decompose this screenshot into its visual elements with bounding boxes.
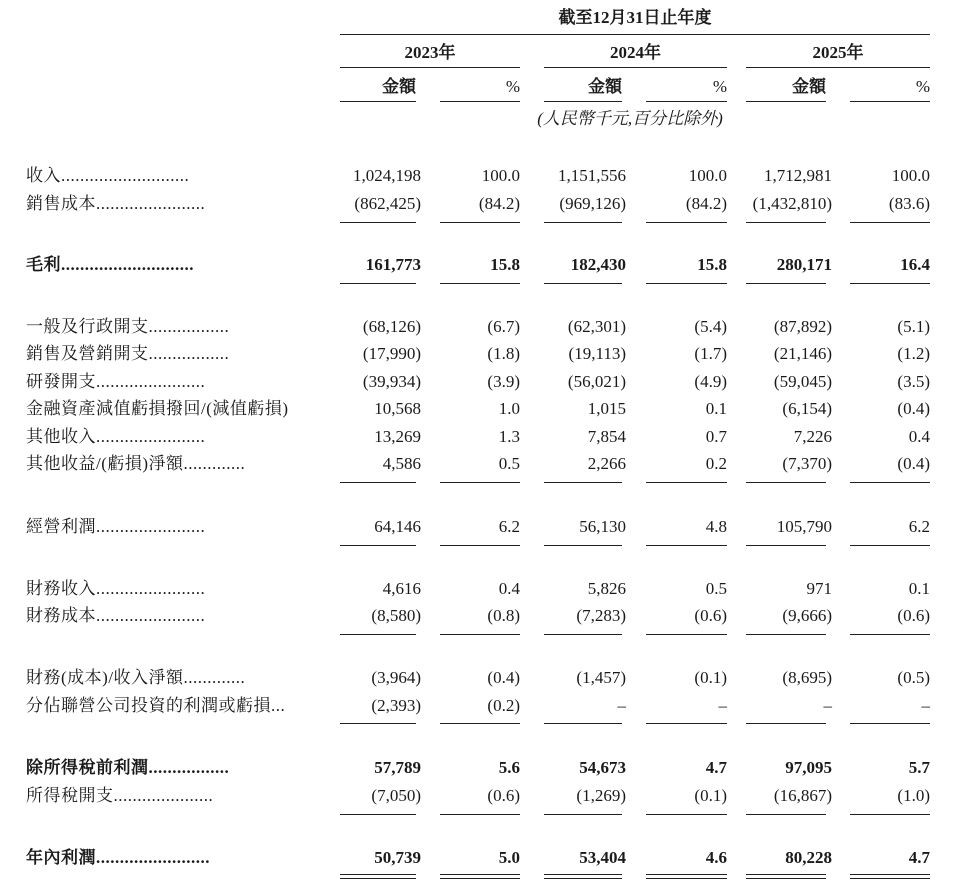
table-cell: 182,430 — [570, 255, 626, 274]
table-cell: (1,269) — [576, 786, 626, 805]
subtotal-rule — [440, 634, 520, 635]
amount-header-2024: 金額 — [588, 77, 622, 96]
total-double-rule — [440, 874, 520, 879]
table-cell: (1.7) — [694, 344, 727, 363]
row-label-dots: ........................ — [96, 848, 210, 867]
subtotal-rule — [646, 222, 727, 223]
table-cell: (1.0) — [897, 786, 930, 805]
row-label — [26, 373, 205, 390]
table-cell: (1,432,810) — [752, 194, 832, 213]
table-cell: 13,269 — [374, 427, 421, 446]
subtotal-rule — [850, 482, 930, 483]
subtotal-rule — [340, 634, 416, 635]
table-cell: 0.5 — [498, 454, 520, 473]
table-cell: (862,425) — [354, 194, 421, 213]
table-cell: (1,457) — [576, 668, 626, 687]
subtotal-rule — [746, 814, 826, 815]
amount-header-2023: 金額 — [382, 77, 416, 96]
table-cell: (0.4) — [897, 454, 930, 473]
table-cell: (3.9) — [487, 372, 520, 391]
row-label-dots: ....................... — [96, 606, 206, 625]
col-underline — [544, 101, 622, 102]
year-2024-underline — [544, 67, 727, 68]
table-cell: 15.8 — [697, 255, 727, 274]
row-label-dots: ....................... — [96, 517, 206, 536]
row-label-dots: ..................... — [113, 786, 214, 805]
subtotal-rule — [850, 634, 930, 635]
row-label-dots: ................. — [148, 758, 230, 777]
table-cell: 97,095 — [785, 758, 832, 777]
table-cell: 0.4 — [498, 579, 520, 598]
table-cell: 280,171 — [776, 255, 832, 274]
row-label — [26, 787, 213, 804]
table-cell: 10,568 — [374, 399, 421, 418]
year-2025: 2025年 — [812, 43, 864, 62]
table-cell: 971 — [806, 579, 832, 598]
row-label-text: 銷售成本 — [26, 194, 96, 213]
table-cell: (0.6) — [487, 786, 520, 805]
subtotal-rule — [340, 482, 416, 483]
row-label — [26, 759, 229, 776]
table-cell: (59,045) — [773, 372, 832, 391]
table-cell: 105,790 — [776, 517, 832, 536]
row-label-text: 金融資產減值虧損撥回/(減值虧損) — [26, 399, 289, 418]
subtotal-rule — [646, 723, 727, 724]
table-cell: 0.4 — [908, 427, 930, 446]
subtotal-rule — [850, 222, 930, 223]
subtotal-rule — [440, 482, 520, 483]
table-cell: – — [718, 696, 727, 715]
row-label-dots: ............. — [183, 668, 246, 687]
subtotal-rule — [746, 283, 826, 284]
row-label-text: 毛利 — [26, 255, 61, 274]
row-label-dots: ............................ — [61, 255, 194, 274]
table-cell: (39,934) — [362, 372, 421, 391]
row-label-dots: ............. — [183, 454, 246, 473]
table-cell: (19,113) — [568, 344, 626, 363]
table-cell: (2,393) — [371, 696, 421, 715]
table-cell: (7,050) — [371, 786, 421, 805]
table-cell: (969,126) — [559, 194, 626, 213]
total-double-rule — [340, 874, 416, 879]
row-label — [26, 607, 205, 624]
table-cell: (8,695) — [782, 668, 832, 687]
table-cell: – — [921, 696, 930, 715]
col-underline — [850, 101, 930, 102]
table-cell: (84.2) — [685, 194, 727, 213]
col-underline — [746, 101, 826, 102]
row-label-dots: ....................... — [96, 372, 206, 391]
row-label — [26, 580, 205, 597]
table-cell: (5.4) — [694, 317, 727, 336]
subtotal-rule — [850, 545, 930, 546]
table-cell: 5.0 — [498, 848, 520, 867]
subtotal-rule — [440, 814, 520, 815]
row-label-text: 財務成本 — [26, 606, 96, 625]
table-cell: 80,228 — [785, 848, 832, 867]
table-cell: (0.1) — [694, 786, 727, 805]
table-cell: (0.6) — [897, 606, 930, 625]
row-label-text: 所得稅開支 — [26, 786, 114, 805]
table-cell: 1,712,981 — [764, 166, 832, 185]
row-label — [26, 455, 245, 472]
subtotal-rule — [340, 545, 416, 546]
subtotal-rule — [850, 283, 930, 284]
table-cell: 5.7 — [908, 758, 930, 777]
table-cell: (56,021) — [567, 372, 626, 391]
table-cell: 54,673 — [579, 758, 626, 777]
table-cell: 0.2 — [705, 454, 727, 473]
percent-header-2024: % — [712, 77, 727, 96]
table-cell: 16.4 — [900, 255, 930, 274]
subtotal-rule — [340, 814, 416, 815]
col-underline — [340, 101, 416, 102]
subtotal-rule — [646, 545, 727, 546]
table-cell: (62,301) — [567, 317, 626, 336]
subtotal-rule — [544, 482, 622, 483]
total-double-rule — [646, 874, 727, 879]
table-cell: 0.1 — [908, 579, 930, 598]
table-cell: (3.5) — [897, 372, 930, 391]
subtotal-rule — [340, 283, 416, 284]
table-cell: (6,154) — [782, 399, 832, 418]
percent-header-2025: % — [915, 77, 930, 96]
table-cell: (3,964) — [371, 668, 421, 687]
subtotal-rule — [850, 723, 930, 724]
subtotal-rule — [544, 283, 622, 284]
table-cell: (8,580) — [371, 606, 421, 625]
total-double-rule — [850, 874, 930, 879]
table-cell: 64,146 — [374, 517, 421, 536]
subtotal-rule — [850, 814, 930, 815]
table-cell: 57,789 — [374, 758, 421, 777]
subtotal-rule — [544, 814, 622, 815]
table-cell: 161,773 — [365, 255, 421, 274]
year-2023-underline — [340, 67, 520, 68]
subtotal-rule — [440, 723, 520, 724]
table-cell: 1,024,198 — [353, 166, 421, 185]
table-cell: 7,854 — [587, 427, 626, 446]
subtotal-rule — [440, 283, 520, 284]
subtotal-rule — [746, 723, 826, 724]
period-header: 截至12月31日止年度 — [558, 8, 712, 27]
table-cell: 4,586 — [382, 454, 421, 473]
table-cell: (0.2) — [487, 696, 520, 715]
subtotal-rule — [646, 814, 727, 815]
table-cell: 0.1 — [705, 399, 727, 418]
table-cell: 2,266 — [587, 454, 626, 473]
subtotal-rule — [340, 222, 416, 223]
row-label — [26, 400, 289, 417]
row-label-text: 收入 — [26, 166, 61, 185]
table-cell: (1.8) — [487, 344, 520, 363]
subtotal-rule — [440, 545, 520, 546]
table-cell: 7,226 — [793, 427, 832, 446]
percent-header-2023: % — [505, 77, 520, 96]
year-2023: 2023年 — [404, 43, 456, 62]
amount-header-2025: 金額 — [792, 77, 826, 96]
table-cell: (17,990) — [362, 344, 421, 363]
row-label-text: 研發開支 — [26, 372, 96, 391]
row-label-text: 一般及行政開支 — [26, 317, 149, 336]
row-label — [26, 345, 229, 362]
table-cell: (0.4) — [897, 399, 930, 418]
table-cell: 4.7 — [705, 758, 727, 777]
row-label-dots: ....................... — [96, 194, 206, 213]
row-label-text: 年內利潤 — [26, 848, 96, 867]
row-label-text: 經營利潤 — [26, 517, 96, 536]
table-cell: (0.8) — [487, 606, 520, 625]
table-cell: (7,370) — [782, 454, 832, 473]
row-label-text: 財務收入 — [26, 579, 96, 598]
row-label-text: 其他收入 — [26, 427, 96, 446]
col-underline — [440, 101, 520, 102]
table-cell: 4.7 — [908, 848, 930, 867]
period-underline — [340, 34, 930, 35]
subtotal-rule — [646, 634, 727, 635]
row-label-text: 其他收益/(虧損)淨額 — [26, 454, 184, 473]
col-underline — [646, 101, 727, 102]
table-cell: 6.2 — [498, 517, 520, 536]
year-2024: 2024年 — [610, 43, 661, 62]
subtotal-rule — [746, 634, 826, 635]
table-cell: 100.0 — [481, 166, 520, 185]
table-cell: 0.7 — [705, 427, 727, 446]
subtotal-rule — [746, 222, 826, 223]
year-2025-underline — [746, 67, 930, 68]
table-cell: 1.0 — [498, 399, 520, 418]
table-cell: 56,130 — [579, 517, 626, 536]
table-cell: (5.1) — [897, 317, 930, 336]
subtotal-rule — [440, 222, 520, 223]
table-cell: 15.8 — [490, 255, 520, 274]
table-cell: 53,404 — [579, 848, 626, 867]
table-cell: (68,126) — [362, 317, 421, 336]
row-label — [26, 697, 285, 714]
table-cell: 6.2 — [908, 517, 930, 536]
subtotal-rule — [746, 545, 826, 546]
row-label-dots: ... — [271, 696, 286, 715]
row-label — [26, 849, 210, 866]
table-cell: 5.6 — [498, 758, 520, 777]
unit-note: (人民幣千元,百分比除外) — [537, 109, 723, 128]
table-cell: (84.2) — [478, 194, 520, 213]
row-label — [26, 195, 205, 212]
table-cell: 5,826 — [587, 579, 626, 598]
table-cell: 100.0 — [688, 166, 727, 185]
table-cell: (87,892) — [773, 317, 832, 336]
row-label — [26, 669, 245, 686]
table-cell: 4.6 — [705, 848, 727, 867]
subtotal-rule — [340, 723, 416, 724]
table-cell: (0.5) — [897, 668, 930, 687]
table-cell: (4.9) — [694, 372, 727, 391]
table-cell: 4.8 — [705, 517, 727, 536]
table-cell: (7,283) — [576, 606, 626, 625]
row-label-dots: ................. — [148, 317, 230, 336]
row-label-text: 財務(成本)/收入淨額 — [26, 668, 184, 687]
row-label-text: 分佔聯營公司投資的利潤或虧損 — [26, 696, 271, 715]
table-cell: 1,015 — [587, 399, 626, 418]
table-cell: 1.3 — [498, 427, 520, 446]
subtotal-rule — [646, 482, 727, 483]
table-cell: (83.6) — [888, 194, 930, 213]
table-cell: 0.5 — [705, 579, 727, 598]
row-label — [26, 167, 189, 184]
subtotal-rule — [544, 634, 622, 635]
row-label-dots: ....................... — [96, 427, 206, 446]
table-cell: (0.1) — [694, 668, 727, 687]
table-cell: (16,867) — [773, 786, 832, 805]
table-cell: (0.6) — [694, 606, 727, 625]
subtotal-rule — [544, 545, 622, 546]
subtotal-rule — [746, 482, 826, 483]
table-cell: (1.2) — [897, 344, 930, 363]
row-label-dots: ................. — [148, 344, 230, 363]
subtotal-rule — [646, 283, 727, 284]
row-label-dots: ........................... — [61, 166, 190, 185]
row-label-dots: ....................... — [96, 579, 206, 598]
table-cell: – — [823, 696, 832, 715]
table-cell: 4,616 — [382, 579, 421, 598]
row-label — [26, 256, 194, 273]
subtotal-rule — [544, 723, 622, 724]
row-label — [26, 428, 205, 445]
row-label-text: 銷售及營銷開支 — [26, 344, 149, 363]
row-label — [26, 318, 229, 335]
subtotal-rule — [544, 222, 622, 223]
table-cell: (21,146) — [773, 344, 832, 363]
table-cell: (9,666) — [782, 606, 832, 625]
total-double-rule — [746, 874, 826, 879]
table-cell: 50,739 — [374, 848, 421, 867]
table-cell: (6.7) — [487, 317, 520, 336]
table-cell: 1,151,556 — [558, 166, 626, 185]
total-double-rule — [544, 874, 622, 879]
row-label-text: 除所得稅前利潤 — [26, 758, 149, 777]
row-label — [26, 518, 205, 535]
table-cell: (0.4) — [487, 668, 520, 687]
table-cell: 100.0 — [891, 166, 930, 185]
table-cell: – — [617, 696, 626, 715]
